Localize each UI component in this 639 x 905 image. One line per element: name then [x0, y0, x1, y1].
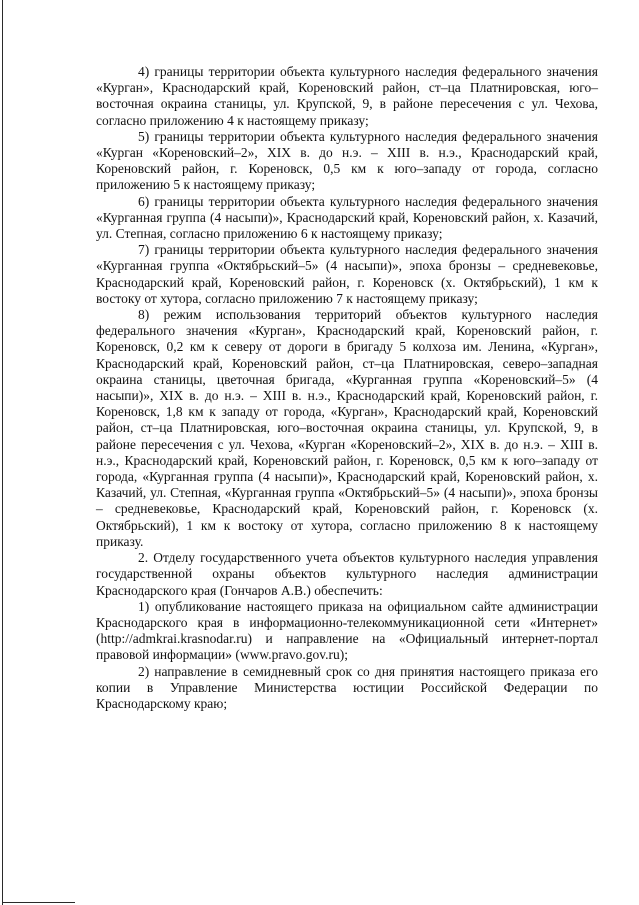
- paragraph-item-6: 6) границы территории объекта культурного наследия федерального значения «Курганная группа (4 насыпи)», Краснодарский край, Кореновский район, х. Казачий, ул. Степная, согласно приложению 6 к настоящему приказу;: [96, 193, 598, 242]
- paragraph-item-8: 8) режим использования территорий объектов культурного наследия федерального значения «Курган», Краснодарский край, Кореновский район, г. Кореновск, 0,2 км к северу от дороги в бригаду 5 колхоза им. Ленина, «Курган», Краснодарский край, Кореновский район, ст–ца Платнировская, северо–западная окраина станицы, цветочная бригада, «Курганная группа «Кореновский–5» (4 насыпи)», XIX в. до н.э. – XIII в. н.э., Краснодарский край, Кореновский район, г. Кореновск, 1,8 км к западу от города, «Курган», Краснодарский край, Кореновский район, ст–ца Платнировская, юго–восточная окраина станицы, ул. Крупской, 9, в районе пересечения с ул. Чехова, «Курган «Кореновский–2», XIX в. до н.э. – XIII в. н.э., Краснодарский край, Кореновский район, г. Кореновск, 0,5 км к юго–западу от города, «Курганная группа (4 насыпи)», Краснодарский край, Кореновский район, х. Казачий, ул. Степная, «Курганная группа «Октябрьский–5» (4 насыпи)», эпоха бронзы – средневековье, Краснодарский край, Кореновский район, г. Кореновск (х. Октябрьский), 1 км к востоку от хутора, согласно приложению 8 к настоящему приказу.: [96, 307, 598, 549]
- paragraph-subitem-1: 1) опубликование настоящего приказа на официальном сайте администрации Краснодарского края в информационно-телекоммуникационной сети «Интернет» (http://admkrai.krasnodar.ru) и направление на «Официальный интернет-портал правовой информации» (www.pravo.gov.ru);: [96, 598, 598, 663]
- document-body: [96, 64, 598, 712]
- paragraph-subitem-2: 2) направление в семидневный срок со дня принятия настоящего приказа его копии в Управление Министерства юстиции Российской Федерации по Краснодарскому краю;: [96, 663, 598, 711]
- paragraph-item-7: 7) границы территории объекта культурного наследия федерального значения «Курганная группа «Октябрьский–5» (4 насыпи)», эпоха бронзы – средневековье, Краснодарский край, Кореновский район, г. Кореновск (х. Октябрьский), 1 км к востоку от хутора, согласно приложению 7 к настоящему приказу;: [96, 242, 598, 306]
- paragraph-section-2: 2. Отделу государственного учета объектов культурного наследия управления государственной охраны объектов культурного наследия администрации Краснодарского края (Гончаров А.В.) обеспечить:: [96, 550, 598, 598]
- paragraph-item-4: 4) границы территории объекта культурного наследия федерального значения «Курган», Краснодарский край, Кореновский район, ст–ца Платнировская, юго–восточная окраина станицы, ул. Крупской, 9, в районе пересечения с ул. Чехова, согласно приложению 4 к настоящему приказу;: [96, 64, 598, 128]
- paragraph-item-5: 5) границы территории объекта культурного наследия федерального значения «Курган «Кореновский–2», XIX в. до н.э. – XIII в. н.э., Краснодарский край, Кореновский район, г. Кореновск, 0,5 км к юго–западу от города, согласно приложению 5 к настоящему приказу;: [96, 128, 598, 193]
- left-margin-line: [2, 0, 3, 905]
- footnote-separator-line: [3, 902, 75, 903]
